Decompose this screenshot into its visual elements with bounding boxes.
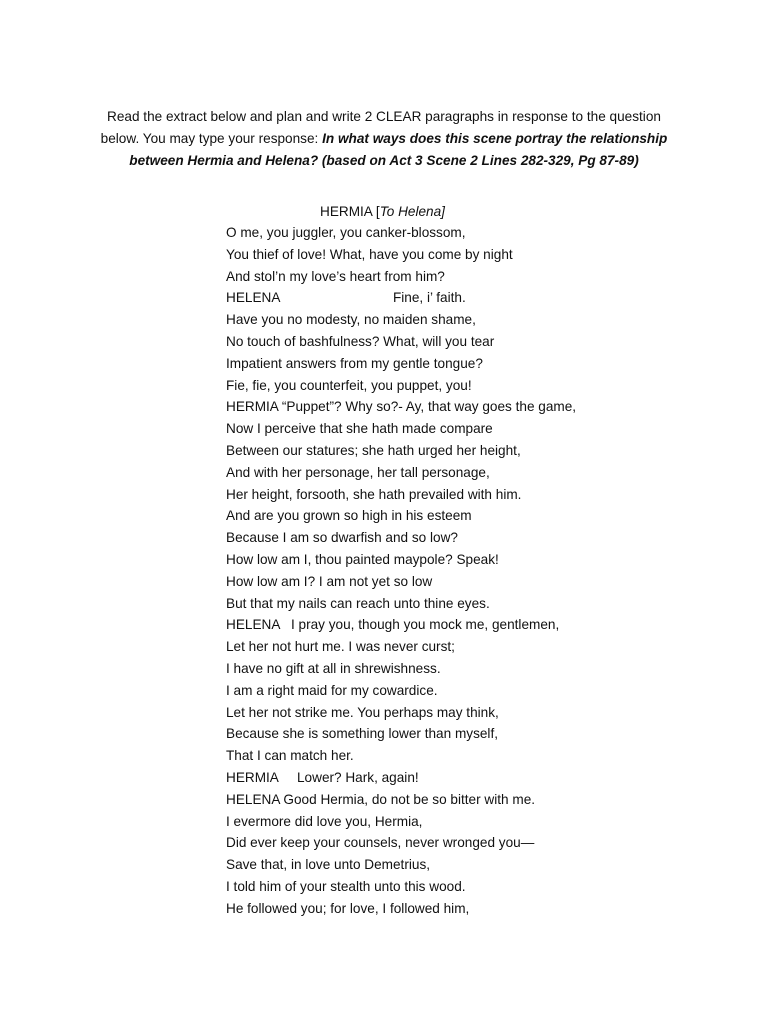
script-line: Let her not hurt me. I was never curst; — [226, 639, 455, 655]
script-line: Because she is something lower than myself, — [226, 726, 499, 742]
script-line: Let her not strike me. You perhaps may think, — [226, 704, 499, 720]
script-line: But that my nails can reach unto thine eyes. — [226, 595, 490, 611]
script-line: You thief of love! What, have you come by night — [226, 246, 513, 262]
script-line: I told him of your stealth unto this wood. — [226, 878, 466, 894]
script-line: How low am I, thou painted maypole? Speak! — [226, 551, 499, 567]
script-line: Impatient answers from my gentle tongue? — [226, 355, 483, 371]
script-line: And with her personage, her tall personage, — [226, 464, 490, 480]
script-line: HELENA I pray you, though you mock me, gentlemen, — [226, 617, 560, 633]
script-line: Did ever keep your counsels, never wronged you— — [226, 835, 535, 851]
script-line: Fie, fie, you counterfeit, you puppet, you! — [226, 377, 472, 393]
script-line: HELENA Good Hermia, do not be so bitter with me. — [226, 791, 536, 807]
essay-question: In what ways does this scene portray the relationship between Hermia and Helena? (based on Act 3 Scene 2 Lines 282-329, Pg 87-89) — [129, 130, 668, 168]
script-line: And are you grown so high in his esteem — [226, 508, 472, 524]
script-line: No touch of bashfulness? What, will you tear — [226, 333, 495, 349]
script-line: Her height, forsooth, she hath prevailed with him. — [226, 486, 522, 502]
script-line: I am a right maid for my cowardice. — [226, 682, 438, 698]
stage-direction: To Helena] — [379, 204, 445, 219]
speaker-name: HERMIA — [320, 204, 373, 219]
script-line: O me, you juggler, you canker-blossom, — [226, 225, 466, 240]
script-line: I have no gift at all in shrewishness. — [226, 660, 441, 676]
script-line: HERMIA Lower? Hark, again! — [226, 769, 419, 785]
script-line: Save that, in love unto Demetrius, — [226, 857, 431, 873]
script-line: Because I am so dwarfish and so low? — [226, 530, 458, 546]
stage-direction-bracket: [ — [375, 204, 380, 219]
play-extract — [226, 222, 576, 920]
script-line: Between our statures; she hath urged her height, — [226, 442, 521, 458]
script-line: I evermore did love you, Hermia, — [226, 813, 423, 829]
instructions — [96, 106, 672, 172]
script-line: And stol’n my love’s heart from him? — [226, 268, 445, 284]
script-line: That I can match her. — [226, 748, 354, 764]
script-line: HELENA Fine, i’ faith. — [226, 290, 466, 306]
script-line: How low am I? I am not yet so low — [226, 573, 433, 589]
instructions-text: Read the extract below and plan and write 2 CLEAR paragraphs in response to the question below. You may type your response: — [100, 108, 661, 146]
speaker-heading — [320, 201, 445, 223]
script-line: Have you no modesty, no maiden shame, — [226, 312, 476, 328]
script-line: HERMIA “Puppet”? Why so?- Ay, that way goes the game, — [226, 399, 577, 415]
script-line: Now I perceive that she hath made compare — [226, 421, 493, 437]
script-line: He followed you; for love, I followed him, — [226, 900, 470, 916]
